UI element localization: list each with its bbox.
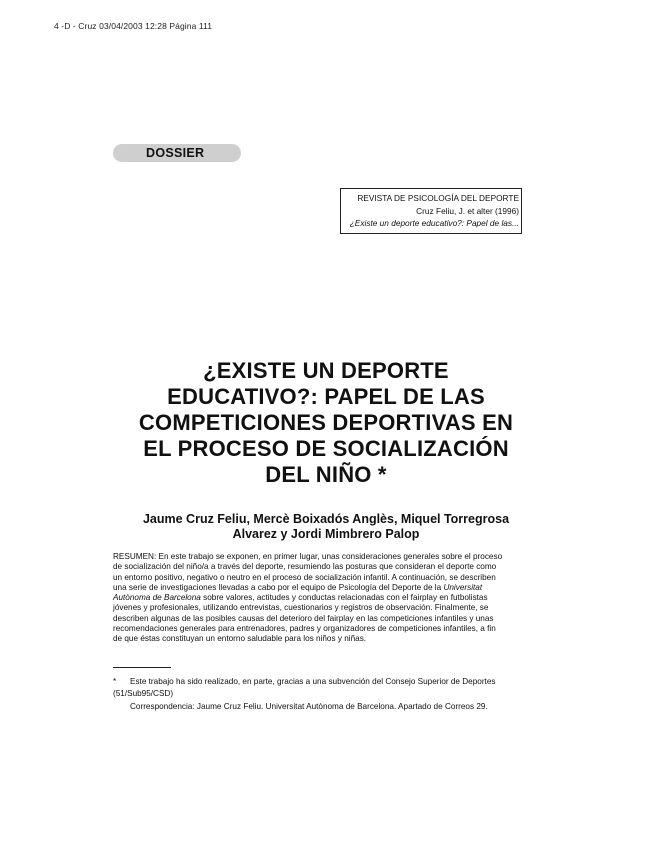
citation-title: ¿Existe un deporte educativo?: Papel de las... — [349, 218, 519, 228]
article-title — [96, 358, 556, 488]
title-line: DEL NIÑO * — [265, 462, 387, 487]
abstract-line: jóvenes y profesionales, utilizando entrevistas, cuestionarios y registros de observación. Finalmente, se — [113, 603, 489, 613]
title-line: ¿EXISTE UN DEPORTE — [203, 358, 449, 383]
journal-name: REVISTA DE PSICOLOGÍA DEL DEPORTE — [357, 193, 519, 203]
correspondence: Correspondencia: Jaume Cruz Feliu. Universitat Autònoma de Barcelona. Apartado de Correos 29. — [130, 702, 488, 711]
abstract-line: un entorno positivo, negativo o neutro en el proceso de socialización infantil. A continuación, se describen — [113, 572, 496, 582]
section-label-dossier: DOSSIER — [113, 144, 241, 162]
footnote-text: (51/Sub95/CSD) — [113, 688, 174, 698]
footnote — [113, 676, 523, 713]
abstract-line — [113, 593, 523, 603]
author-line: Alvarez y Jordi Mimbrero Palop — [232, 527, 420, 541]
author-line: Jaume Cruz Feliu, Mercè Boixadós Anglès, Miquel Torregrosa — [142, 512, 510, 526]
abstract-text: una serie de investigaciones llevadas a cabo por el equipo de Psicología del Deporte de la — [113, 582, 444, 592]
footnote-divider — [113, 667, 171, 668]
abstract-line: de que éstas constituyan un entorno saludable para los niños y niñas. — [113, 634, 367, 644]
citation-authors: Cruz Feliu, J. et alter (1996) — [416, 205, 519, 216]
footnote-line — [113, 676, 523, 688]
article-authors — [96, 512, 556, 542]
page-slug: 4 -D - Cruz 03/04/2003 12:28 Página 111 — [54, 21, 213, 31]
abstract-italic-text: Autònoma de Barcelona — [113, 593, 201, 603]
abstract-line — [113, 583, 523, 593]
journal-reference-box — [340, 188, 522, 234]
title-line: EDUCATIVO?: PAPEL DE LAS — [167, 384, 485, 409]
abstract-line: describen algunas de las posibles causas del deterioro del fairplay en las competiciones infantiles y unas — [113, 613, 494, 623]
abstract-line: de socialización del niño/a a través del deporte, resumiendo las posturas que consideran el deporte como — [113, 562, 497, 572]
footnote-text: Este trabajo ha sido realizado, en parte, gracias a una subvención del Consejo Superior de Deportes — [130, 677, 496, 686]
title-line: COMPETICIONES DEPORTIVAS EN — [138, 410, 514, 435]
abstract-line: recomendaciones generales para entrenadores, padres y organizadores de competiciones infantiles, a fin — [113, 624, 496, 634]
title-line: EL PROCESO DE SOCIALIZACIÓN — [143, 436, 509, 461]
footnote-mark: * — [113, 677, 117, 686]
abstract-text: sobre valores, actitudes y conductas relacionadas con el fairplay en futbolistas — [200, 593, 488, 603]
abstract-line: RESUMEN: En este trabajo se exponen, en primer lugar, unas consideraciones generales sobre el proceso — [113, 552, 503, 561]
abstract-italic-text: Universitat — [443, 582, 483, 592]
abstract — [113, 552, 523, 645]
